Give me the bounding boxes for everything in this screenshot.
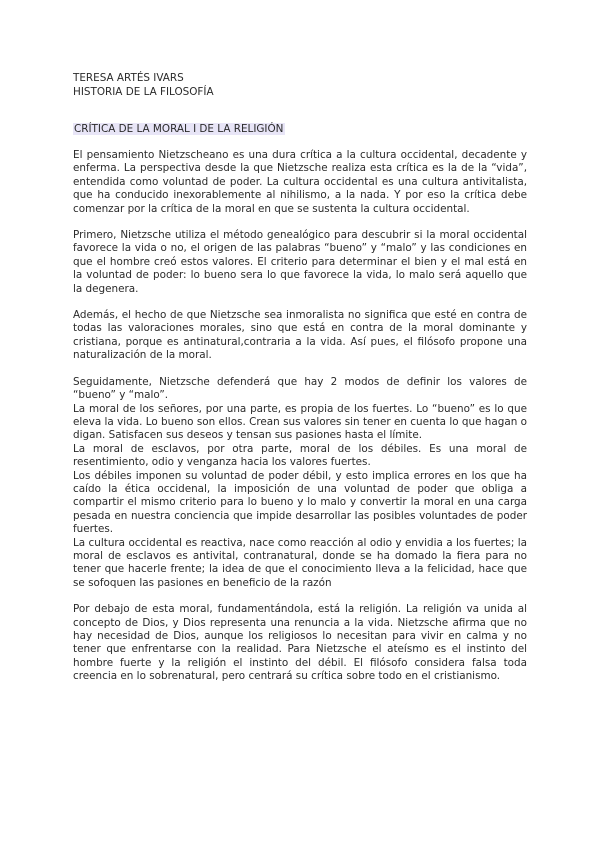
paragraph-genealogy: Primero, Nietzsche utiliza el método genealógico para descubrir si la moral occidental favorece la vida o no, el origen de las palabras “bueno” y “malo” y las condiciones en que el hombre creó estos valores. El criterio para determinar el bien y el mal está en la voluntad de poder: lo bueno sera lo que favorece la vida, lo malo será aquello que la degenera. <box>73 229 527 295</box>
paragraph-intro: El pensamiento Nietzscheano es una dura crítica a la cultura occidental, decadente y enferma. La perspectiva desde la que Nietzsche realiza esta crítica es la de la “vida”, entendida como voluntad de poder. La cultura occidental es una cultura antivitalista, que ha conducido inexorablemente al nihilismo, a la nada. Y por eso la crítica debe comenzar por la crítica de la moral en que se sustenta la cultura occidental. <box>73 149 527 215</box>
subject-name: HISTORIA DE LA FILOSOFÍA <box>73 85 214 98</box>
paragraph-religion: Por debajo de esta moral, fundamentándola, está la religión. La religión va unida al concepto de Dios, y Dios representa una renuncia a la vida. Nietzsche afirma que no hay necesidad de Dios, aunque los religiosos lo necesitan para vivir en calma y no tener que enfrentarse con la realidad. Para Nietzsche el ateísmo es el instinto del hombre fuerte y la religión el instinto del débil. El filósofo considera falsa toda creencia en lo sobrenatural, pero centrará su crítica sobre todo en el cristianismo. <box>73 603 527 683</box>
title-wrap <box>73 117 527 136</box>
paragraph-two-modes: Seguidamente, Nietzsche defenderá que hay 2 modos de definir los valores de “bueno” y “malo”. <box>73 375 527 402</box>
paragraph-reactive-culture: La cultura occidental es reactiva, nace como reacción al odio y envidia a los fuertes; la moral de esclavos es antivital, contranatural, donde se ha domado la fiera para no tener que hacerle frente; la idea de que el conocimiento lleva a la felicidad, hace que se sofoquen las pasiones en beneficio de la razón <box>73 536 527 589</box>
paragraph-weak-will: Los débiles imponen su voluntad de poder débil, y esto implica errores en los que ha caído la ética occidenal, la imposición de una voluntad de poder que obliga a compartir el mismo criterio para lo bueno y lo malo y convertir la moral en una carga pesada en nuestra conciencia que impide desarrollar las posibles voluntades de poder fuertes. <box>73 469 527 536</box>
paragraph-masters-morality: La moral de los señores, por una parte, es propia de los fuertes. Lo “bueno” es lo que eleva la vida. Lo bueno son ellos. Crean sus valores sin tener en cuenta lo que hagan o digan. Satisfacen sus deseos y tensan sus pasiones hasta el límite. <box>73 402 527 442</box>
document-title: CRÍTICA DE LA MORAL I DE LA RELIGIÓN <box>74 123 284 135</box>
paragraph-immoralism: Además, el hecho de que Nietzsche sea inmoralista no significa que esté en contra de todas las valoraciones morales, sino que está en contra de la moral dominante y cristiana, porque es antinatural,contraria a la vida. Así pues, el filósofo propone una naturalización de la moral. <box>73 309 527 362</box>
author-name: TERESA ARTÉS IVARS <box>73 72 184 84</box>
paragraph-slave-morality: La moral de esclavos, por otra parte, moral de los débiles. Es una moral de resentimiento, odio y venganza hacia los valores fuertes. <box>73 442 527 469</box>
